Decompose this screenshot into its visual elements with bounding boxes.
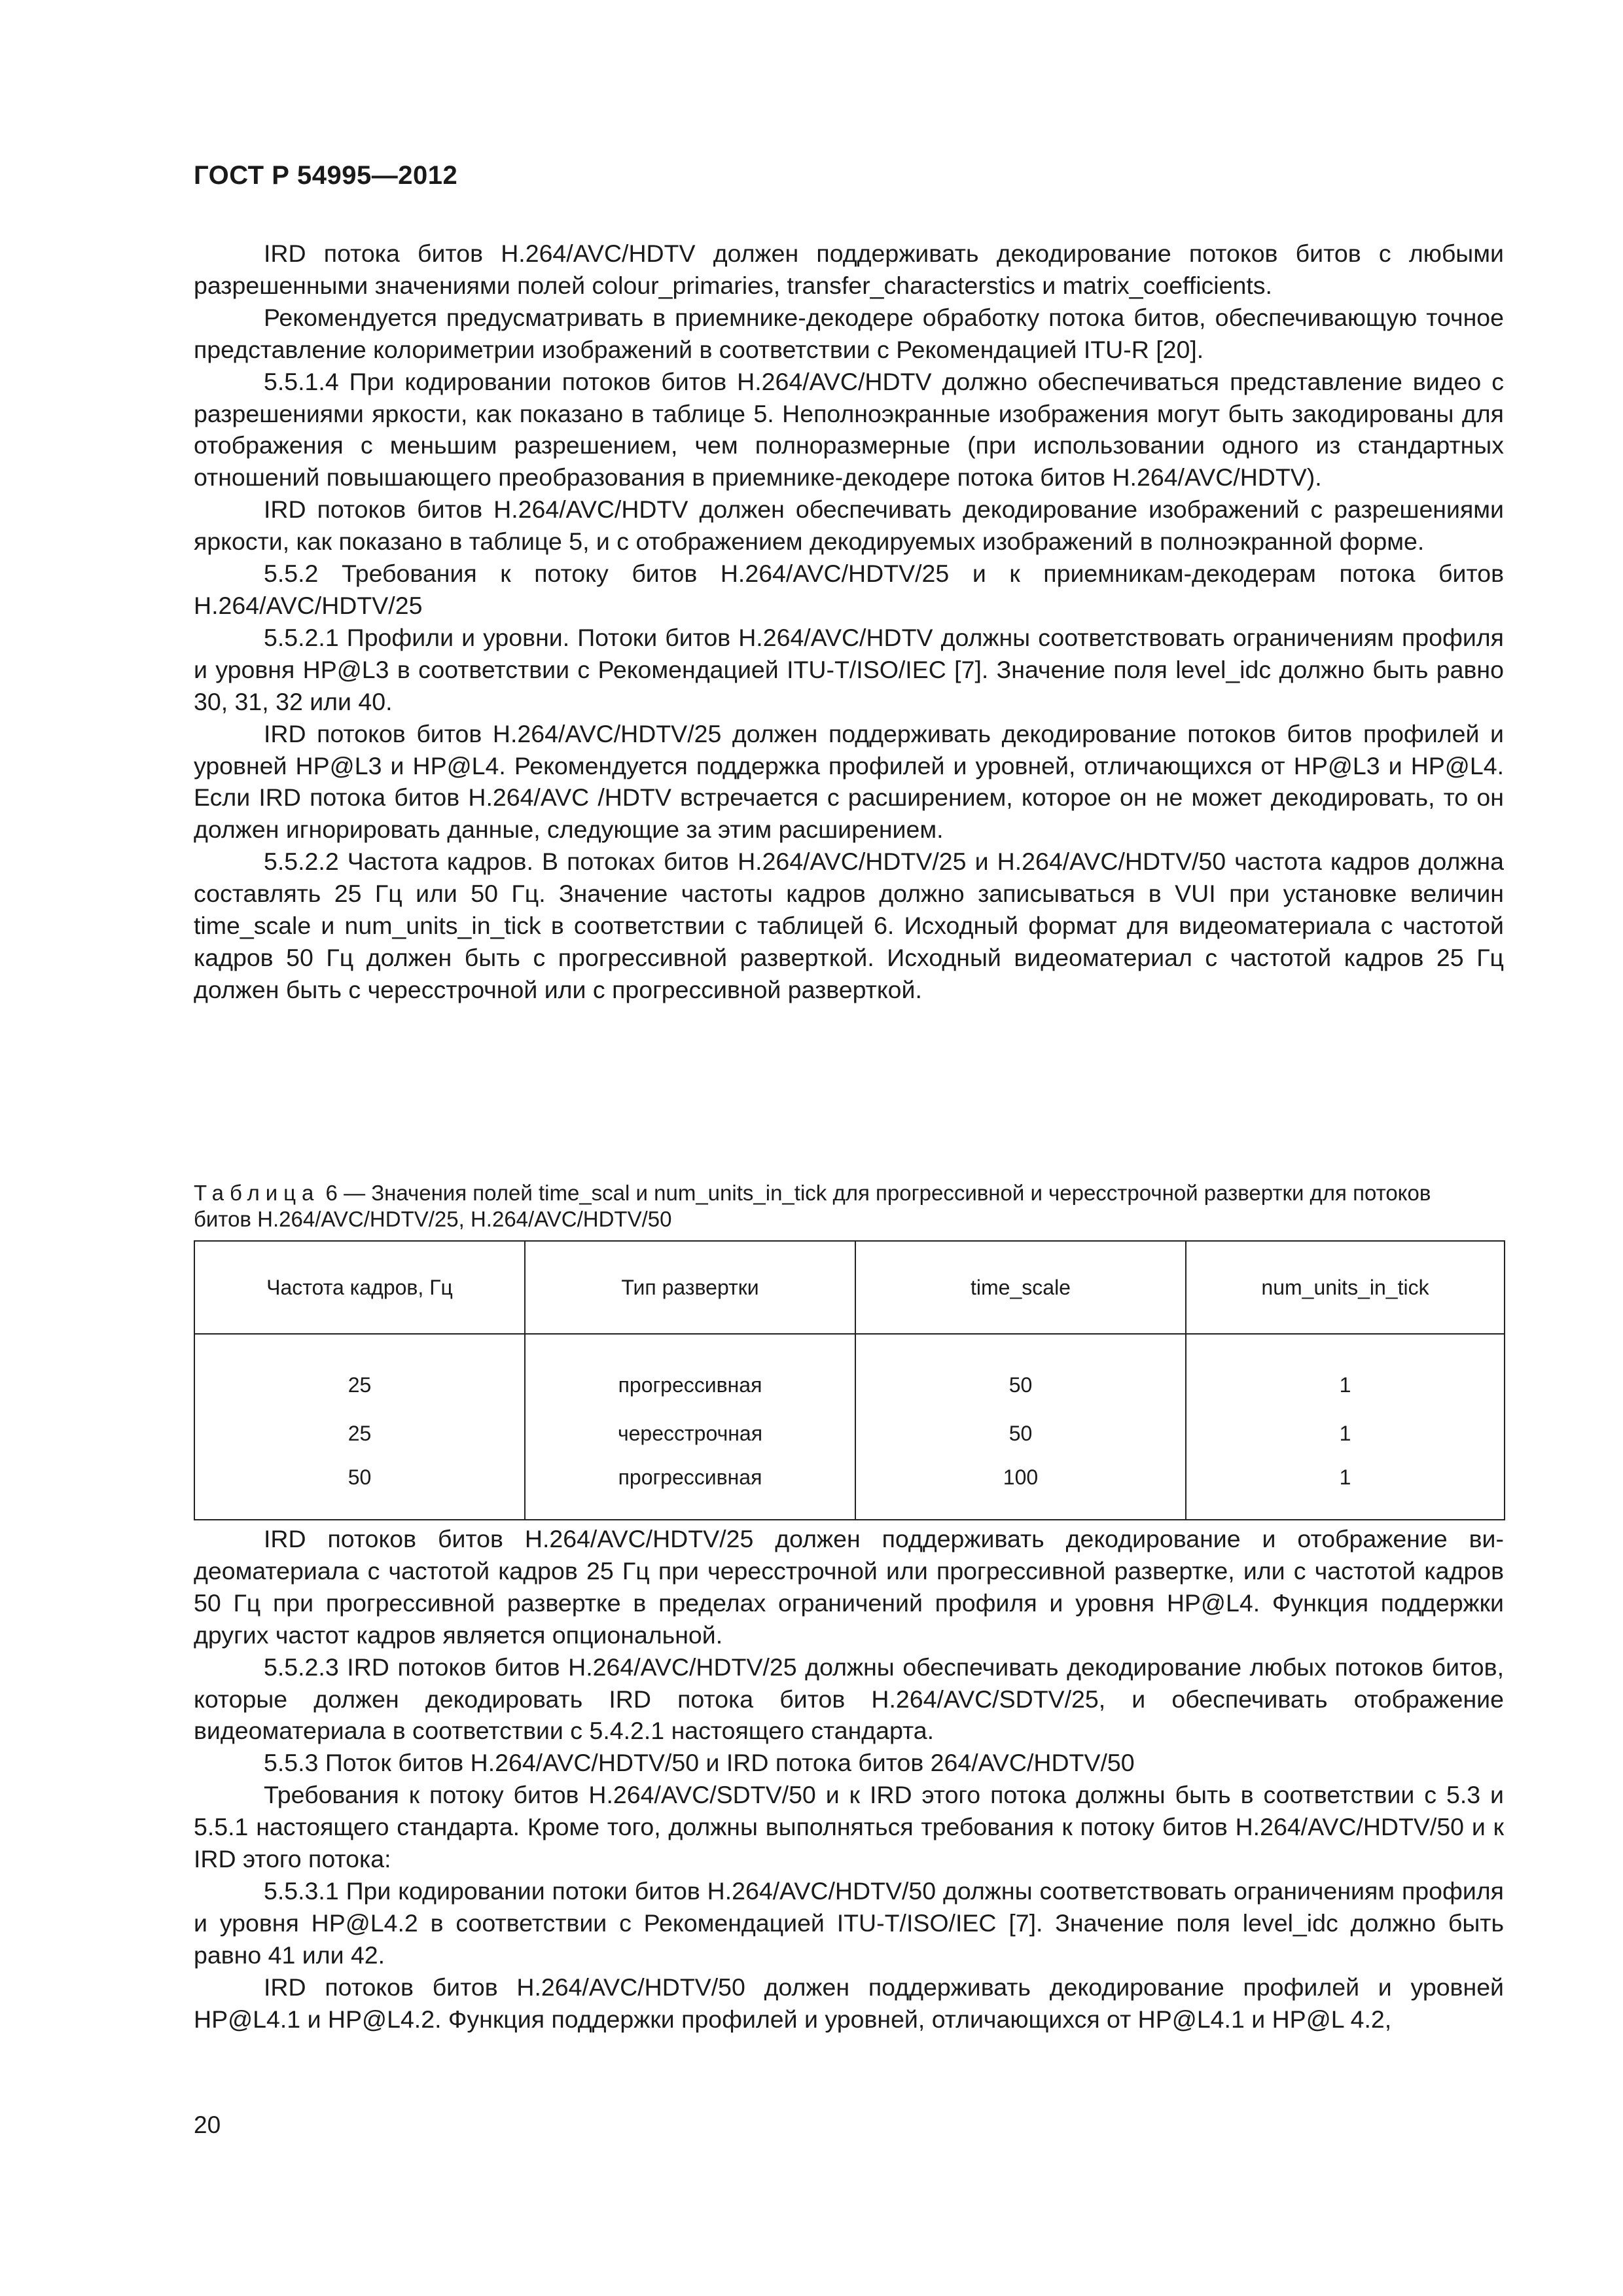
table-cell: 1 [1186, 1460, 1505, 1520]
table-caption-prefix: Таблица [194, 1181, 320, 1205]
paragraph: IRD потоков битов H.264/AVC/HDTV/25 должен поддерживать декодирование потоков битов профилей и уровней HP@L3 и HP@L4. Рекомендуется поддержка профилей и уровней, отличающихся от HP@L3 и HP@L4. Если IRD потока битов H.264/AVC /HDTV встречается с расширением, которое он не может декодировать, то он должен игнорировать данные, следующие за этим расширением. [194, 719, 1504, 844]
paragraph: Требования к потоку битов H.264/AVC/SDTV/50 и к IRD этого потока должны быть в соответствии с 5.3 и 5.5.1 настоящего стандарта. Кроме того, должны выполняться требования к потоку битов H.264/AVC/HDTV/50 и к IRD этого потока: [194, 1781, 1504, 1873]
table-cell: 100 [855, 1460, 1186, 1520]
table-cell: 50 [194, 1460, 525, 1520]
paragraph: 5.5.3 Поток битов H.264/AVC/HDTV/50 и IRD потока битов 264/AVC/HDTV/50 [264, 1749, 1135, 1777]
body-text-bottom [194, 1523, 1504, 2036]
column-header: Частота кадров, Гц [194, 1241, 525, 1334]
column-header: time_scale [855, 1241, 1186, 1334]
table-cell: чересстрочная [525, 1407, 855, 1460]
table-cell: 25 [194, 1334, 525, 1407]
document-header: ГОСТ Р 54995—2012 [194, 161, 458, 190]
table-caption-text: 6 — Значения полей time_scal и num_units_in_tick для прогрессивной и чересстрочной развертки для потоков битов H.264/AVC/HDTV/25, H.264/AVC/HDTV/50 [194, 1181, 1431, 1231]
table-cell: 25 [194, 1407, 525, 1460]
paragraph: 5.5.2 Требования к потоку битов H.264/AVC/HDTV/25 и к приемникам-декодерам потока битов H.264/AVC/HDTV/25 [194, 560, 1504, 619]
paragraph: IRD потоков битов H.264/AVC/HDTV должен обеспечивать декодирование изображений с разрешениями яркости, как показано в таблице 5, и с отображением декодируемых изображений в полноэкранной форме. [194, 495, 1504, 556]
table-row [194, 1334, 1505, 1407]
table-cell: 50 [855, 1334, 1186, 1407]
paragraph: IRD потоков битов H.264/AVC/HDTV/25 должен поддерживать декодирование и отображение видеоматериала с частотой кадров 25 Гц при чересстрочной или прогрессивной развертке, или с частотой кадров 50 Гц при прогрессивной развертке в пределах ограничений профиля и уровня HP@L4. Функция поддержки других частот кадров является опциональной. [194, 1525, 1504, 1649]
paragraph: 5.5.3.1 При кодировании потоки битов H.264/AVC/HDTV/50 должны соответствовать ограничениям профиля и уровня HP@L4.2 в соответствии с Рекомендацией ITU-T/ISO/IEC [7]. Значение поля level_idc должно быть равно 41 или 42. [194, 1876, 1504, 1969]
body-text-top [194, 238, 1504, 1006]
column-header: num_units_in_tick [1186, 1241, 1505, 1334]
table-header-row [194, 1241, 1505, 1334]
table-row [194, 1460, 1505, 1520]
paragraph: 5.5.2.2 Частота кадров. В потоках битов H.264/AVC/HDTV/25 и H.264/AVC/HDTV/50 частота кадров должна составлять 25 Гц или 50 Гц. Значение частоты кадров должно записываться в VUI при установке величин time_scale и num_units_in_tick в соответствии с таблицей 6. Исходный формат для видеоматериала с частотой кадров 50 Гц должен быть с прогрессивной разверткой. Исходный видеоматериал с частотой кадров 25 Гц должен быть с чересстрочной или с прогрессивной разверткой. [194, 848, 1504, 1003]
paragraph: IRD потоков битов H.264/AVC/HDTV/50 должен поддерживать декодирование профилей и уровней HP@L4.1 и HP@L4.2. Функция поддержки профилей и уровней, отличающихся от HP@L4.1 и HP@L 4.2, [194, 1973, 1504, 2033]
table-row [194, 1407, 1505, 1460]
table-caption [194, 1180, 1489, 1232]
frame-rate-table [194, 1240, 1505, 1520]
paragraph: IRD потока битов H.264/AVC/HDTV должен поддерживать декодирование потоков битов с любыми разрешенными значениями полей colour_primaries, transfer_characterstics и matrix_coefficients. [194, 240, 1504, 299]
table-cell: 1 [1186, 1334, 1505, 1407]
table-cell: 50 [855, 1407, 1186, 1460]
column-header: Тип развертки [525, 1241, 855, 1334]
paragraph: Рекомендуется предусматривать в приемнике-декодере обработку потока битов, обеспечивающую точное представление колориметрии изображений в соответствии с Рекомендацией ITU-R [20]. [194, 303, 1504, 363]
paragraph: 5.5.2.1 Профили и уровни. Потоки битов H.264/AVC/HDTV должны соответствовать ограничениям профиля и уровня HP@L3 в соответствии с Рекомендацией ITU-T/ISO/IEC [7]. Значение поля level_idc должно быть равно 30, 31, 32 или 40. [194, 623, 1504, 715]
table-cell: прогрессивная [525, 1460, 855, 1520]
table-cell: прогрессивная [525, 1334, 855, 1407]
paragraph: 5.5.1.4 При кодировании потоков битов H.264/AVC/HDTV должно обеспечиваться представление видео с разрешениями яркости, как показано в таблице 5. Неполноэкранные изображения могут быть закодированы для отображения с меньшим разрешением, чем полноразмерные (при использовании одного из стандартных отношений повышающего преобразования в приемнике-декодере потока битов H.264/AVC/HDTV). [194, 367, 1504, 492]
page-number: 20 [194, 2111, 221, 2138]
paragraph: 5.5.2.3 IRD потоков битов H.264/AVC/HDTV/25 должны обеспечивать декодирование любых потоков битов, которые должен декодировать IRD потока битов H.264/AVC/SDTV/25, и обеспечивать отображение видеоматериала в соответствии с 5.4.2.1 настоящего стандарта. [194, 1653, 1504, 1745]
table-cell: 1 [1186, 1407, 1505, 1460]
